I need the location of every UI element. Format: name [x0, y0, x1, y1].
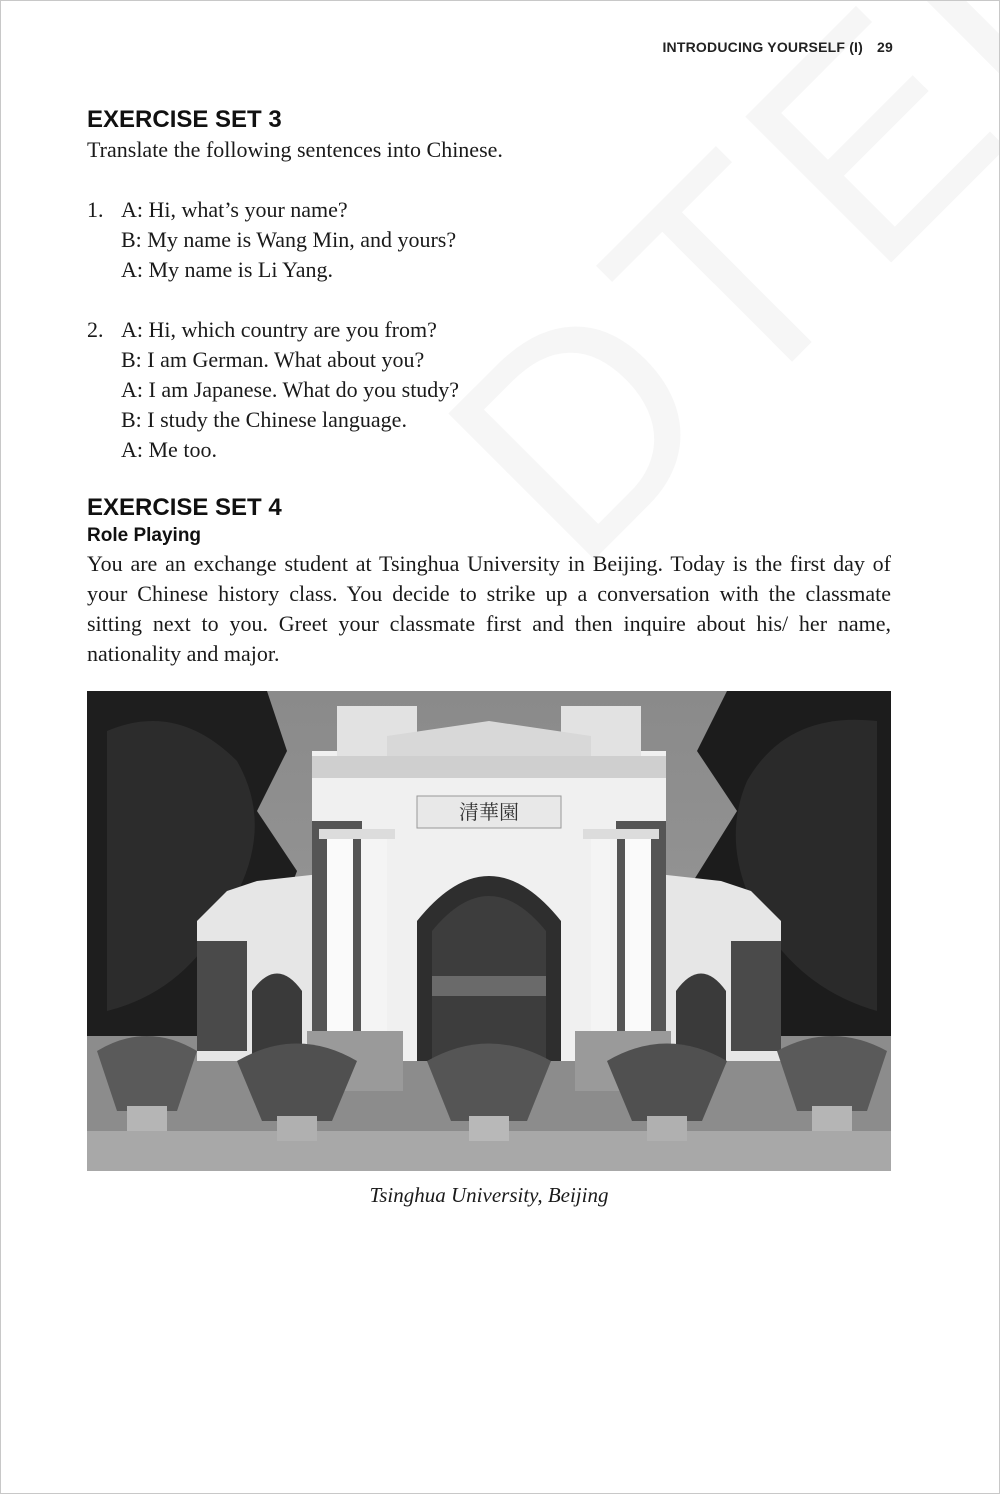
dialogue-line: A: Hi, what’s your name?: [121, 197, 348, 222]
exercise-item: [87, 195, 891, 285]
exercise-4-subheading: Role Playing: [87, 525, 202, 546]
dialogue-line: A: I am Japanese. What do you study?: [121, 377, 460, 402]
exercise-3-heading: EXERCISE SET 3: [87, 106, 282, 133]
item-number: 2.: [87, 317, 104, 342]
content: [87, 105, 891, 1209]
exercise-4-heading: EXERCISE SET 4: [87, 494, 282, 521]
exercise-item: [87, 315, 891, 465]
gate-illustration: [87, 691, 891, 1171]
dialogue-line: A: Me too.: [121, 437, 217, 462]
dialogue-line: A: My name is Li Yang.: [121, 257, 334, 282]
exercise-4-paragraph: You are an exchange student at Tsinghua University in Beijing. Today is the first day of your Chinese history class. You decide to strike up a conversation with the classmate sitting next to you. Greet your classmate first and then inquire about his/ her name, nationality and major.: [87, 551, 891, 666]
gate-inscription: 清華園: [459, 800, 519, 824]
photo-caption: Tsinghua University, Beijing: [369, 1183, 609, 1207]
running-head: [662, 39, 893, 55]
page-number: 29: [877, 39, 893, 55]
tsinghua-gate-photo: [87, 691, 891, 1171]
dialogue-line: A: Hi, which country are you from?: [121, 317, 437, 342]
running-title: INTRODUCING YOURSELF (I): [662, 39, 864, 55]
exercise-3-instruction: Translate the following sentences into Chinese.: [87, 137, 503, 162]
item-number: 1.: [87, 197, 104, 222]
dialogue-line: B: My name is Wang Min, and yours?: [121, 227, 457, 252]
item-lines: [121, 315, 459, 465]
dialogue-line: B: I study the Chinese language.: [121, 407, 407, 432]
dialogue-line: B: I am German. What about you?: [121, 347, 425, 372]
item-lines: [121, 195, 456, 285]
